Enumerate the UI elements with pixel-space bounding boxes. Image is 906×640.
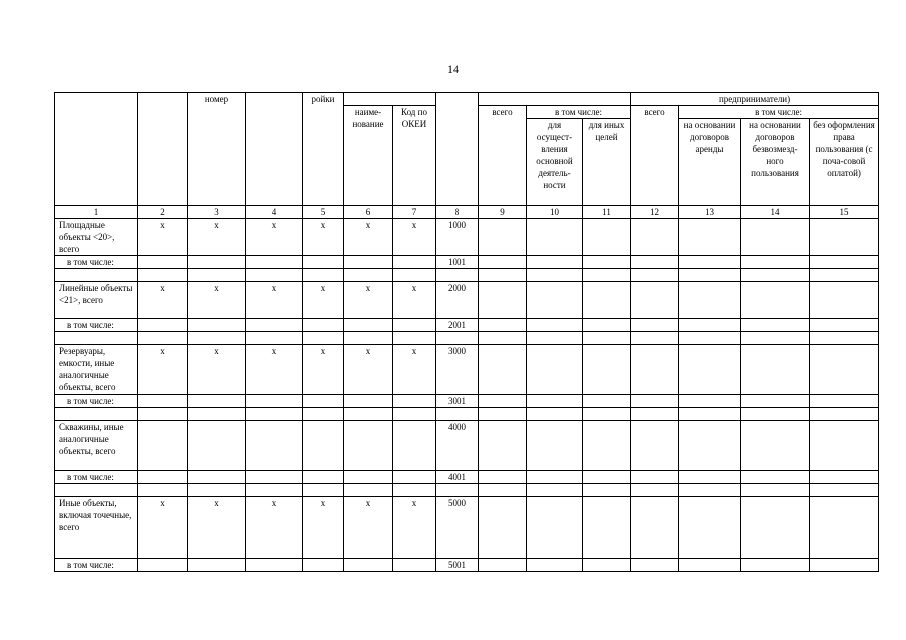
cross-mark-cell: х — [246, 219, 303, 256]
value-cell — [55, 408, 138, 421]
value-cell — [583, 332, 631, 345]
page-number: 14 — [447, 62, 459, 76]
column-number-cell: 9 — [479, 206, 527, 219]
including-label: в том числе: — [55, 319, 138, 332]
value-cell — [631, 319, 679, 332]
row-name: Линейные объекты <21>, всего — [55, 282, 138, 319]
value-cell — [583, 559, 631, 572]
value-cell — [631, 269, 679, 282]
value-cell — [810, 345, 879, 395]
value-cell — [679, 332, 741, 345]
column-number-cell: 7 — [393, 206, 436, 219]
value-cell — [679, 219, 741, 256]
cross-mark-cell: х — [344, 282, 393, 319]
table-row — [55, 256, 879, 269]
header-cell-9-11 — [479, 93, 631, 106]
header-hourly-use: без оформления права пользования (с поча-совой оплатой) — [810, 119, 879, 206]
cross-mark-cell: х — [303, 345, 344, 395]
value-cell — [344, 332, 393, 345]
value-cell — [479, 282, 527, 319]
value-cell — [679, 345, 741, 395]
value-cell — [679, 395, 741, 408]
value-cell — [138, 408, 188, 421]
cross-mark-cell — [393, 421, 436, 471]
value-cell — [527, 421, 583, 471]
value-cell — [741, 269, 810, 282]
cross-mark-cell: х — [188, 282, 246, 319]
table-row — [55, 282, 879, 319]
including-label: в том числе: — [55, 256, 138, 269]
value-cell — [527, 408, 583, 421]
column-number-cell: 4 — [246, 206, 303, 219]
cross-mark-cell: х — [393, 345, 436, 395]
value-cell — [583, 219, 631, 256]
value-cell — [741, 332, 810, 345]
value-cell — [55, 269, 138, 282]
value-cell — [246, 319, 303, 332]
value-cell — [303, 559, 344, 572]
value-cell — [138, 269, 188, 282]
value-cell — [188, 332, 246, 345]
value-cell — [527, 282, 583, 319]
row-code: 4000 — [436, 421, 479, 471]
value-cell — [679, 319, 741, 332]
column-number-row — [55, 206, 879, 219]
row-name: Площадные объекты <20>, всего — [55, 219, 138, 256]
value-cell — [631, 395, 679, 408]
value-cell — [741, 345, 810, 395]
value-cell — [303, 269, 344, 282]
value-cell — [479, 269, 527, 282]
header-total-12: всего — [631, 106, 679, 206]
header-cell-1 — [55, 93, 138, 206]
row-code: 3001 — [436, 395, 479, 408]
cross-mark-cell: х — [246, 497, 303, 559]
value-cell — [810, 497, 879, 559]
value-cell — [741, 319, 810, 332]
value-cell — [303, 395, 344, 408]
value-cell — [810, 559, 879, 572]
value-cell — [583, 408, 631, 421]
value-cell — [679, 269, 741, 282]
value-cell — [479, 497, 527, 559]
value-cell — [527, 256, 583, 269]
table-row — [55, 471, 879, 484]
cross-mark-cell: х — [344, 345, 393, 395]
value-cell — [527, 269, 583, 282]
cross-mark-cell — [344, 421, 393, 471]
value-cell — [631, 282, 679, 319]
value-cell — [631, 471, 679, 484]
table-row — [55, 395, 879, 408]
value-cell — [138, 471, 188, 484]
value-cell — [246, 269, 303, 282]
value-cell — [479, 332, 527, 345]
value-cell — [303, 256, 344, 269]
row-name: Иные объекты, включая точечные, всего — [55, 497, 138, 559]
cross-mark-cell: х — [138, 219, 188, 256]
property-form-table — [54, 92, 879, 572]
column-number-cell: 8 — [436, 206, 479, 219]
value-cell — [393, 471, 436, 484]
header-including-10-11: в том числе: — [527, 106, 631, 119]
value-cell — [436, 269, 479, 282]
value-cell — [583, 282, 631, 319]
column-number-cell: 5 — [303, 206, 344, 219]
cross-mark-cell: х — [393, 282, 436, 319]
column-number-cell: 1 — [55, 206, 138, 219]
value-cell — [583, 269, 631, 282]
value-cell — [583, 395, 631, 408]
row-code: 3000 — [436, 345, 479, 395]
value-cell — [393, 256, 436, 269]
including-label: в том числе: — [55, 471, 138, 484]
value-cell — [188, 408, 246, 421]
table-row — [55, 497, 879, 559]
cross-mark-cell: х — [303, 219, 344, 256]
value-cell — [188, 559, 246, 572]
column-number-cell: 14 — [741, 206, 810, 219]
header-other-purposes: для иных целей — [583, 119, 631, 206]
value-cell — [527, 332, 583, 345]
row-code: 1000 — [436, 219, 479, 256]
column-number-cell: 2 — [138, 206, 188, 219]
value-cell — [393, 408, 436, 421]
value-cell — [679, 256, 741, 269]
value-cell — [810, 332, 879, 345]
column-number-cell: 10 — [527, 206, 583, 219]
value-cell — [527, 471, 583, 484]
cross-mark-cell: х — [138, 282, 188, 319]
value-cell — [393, 319, 436, 332]
header-cell-6-7 — [344, 93, 436, 106]
table-row — [55, 269, 879, 282]
value-cell — [479, 345, 527, 395]
value-cell — [246, 332, 303, 345]
value-cell — [393, 269, 436, 282]
value-cell — [679, 421, 741, 471]
value-cell — [55, 484, 138, 497]
value-cell — [631, 497, 679, 559]
table-row — [55, 421, 879, 471]
value-cell — [303, 484, 344, 497]
cross-mark-cell — [188, 421, 246, 471]
value-cell — [679, 497, 741, 559]
row-code: 5000 — [436, 497, 479, 559]
value-cell — [188, 484, 246, 497]
value-cell — [741, 408, 810, 421]
value-cell — [303, 408, 344, 421]
header-cell-4 — [246, 93, 303, 206]
value-cell — [303, 471, 344, 484]
value-cell — [741, 421, 810, 471]
including-label: в том числе: — [55, 559, 138, 572]
value-cell — [810, 282, 879, 319]
value-cell — [631, 559, 679, 572]
cross-mark-cell: х — [393, 497, 436, 559]
value-cell — [246, 559, 303, 572]
header-name-column: наиме-нование — [344, 106, 393, 206]
column-number-cell: 13 — [679, 206, 741, 219]
value-cell — [810, 256, 879, 269]
value-cell — [479, 484, 527, 497]
header-okei-column: Код по ОКЕИ — [393, 106, 436, 206]
cross-mark-cell: х — [188, 345, 246, 395]
value-cell — [393, 395, 436, 408]
header-free-use: на основании договоров безвозмезд-ного пользования — [741, 119, 810, 206]
value-cell — [810, 219, 879, 256]
cross-mark-cell: х — [138, 345, 188, 395]
value-cell — [344, 269, 393, 282]
row-code: 1001 — [436, 256, 479, 269]
cross-mark-cell: х — [188, 219, 246, 256]
value-cell — [741, 395, 810, 408]
value-cell — [344, 559, 393, 572]
value-cell — [679, 559, 741, 572]
table-row — [55, 332, 879, 345]
cross-mark-cell: х — [303, 497, 344, 559]
cross-mark-cell: х — [303, 282, 344, 319]
value-cell — [479, 319, 527, 332]
value-cell — [246, 484, 303, 497]
cross-mark-cell: х — [344, 219, 393, 256]
value-cell — [810, 395, 879, 408]
value-cell — [583, 497, 631, 559]
value-cell — [479, 219, 527, 256]
value-cell — [188, 471, 246, 484]
value-cell — [344, 395, 393, 408]
row-code: 2000 — [436, 282, 479, 319]
value-cell — [527, 345, 583, 395]
header-cell-8 — [436, 93, 479, 206]
value-cell — [810, 471, 879, 484]
value-cell — [631, 408, 679, 421]
column-number-cell: 12 — [631, 206, 679, 219]
cross-mark-cell: х — [188, 497, 246, 559]
value-cell — [810, 269, 879, 282]
cross-mark-cell: х — [393, 219, 436, 256]
value-cell — [631, 332, 679, 345]
column-number-cell: 11 — [583, 206, 631, 219]
value-cell — [246, 256, 303, 269]
value-cell — [188, 256, 246, 269]
value-cell — [138, 395, 188, 408]
table-row — [55, 559, 879, 572]
table-row — [55, 219, 879, 256]
value-cell — [631, 256, 679, 269]
header-row-top — [55, 93, 879, 106]
value-cell — [679, 484, 741, 497]
value-cell — [527, 497, 583, 559]
value-cell — [741, 484, 810, 497]
value-cell — [810, 484, 879, 497]
value-cell — [679, 471, 741, 484]
value-cell — [246, 395, 303, 408]
value-cell — [55, 332, 138, 345]
value-cell — [527, 395, 583, 408]
including-label: в том числе: — [55, 395, 138, 408]
value-cell — [527, 559, 583, 572]
header-cell-3: номер — [188, 93, 246, 206]
value-cell — [393, 332, 436, 345]
value-cell — [479, 559, 527, 572]
column-number-cell: 15 — [810, 206, 879, 219]
value-cell — [436, 484, 479, 497]
value-cell — [246, 408, 303, 421]
value-cell — [527, 484, 583, 497]
value-cell — [344, 484, 393, 497]
value-cell — [344, 408, 393, 421]
value-cell — [436, 408, 479, 421]
row-code: 2001 — [436, 319, 479, 332]
value-cell — [138, 484, 188, 497]
row-code: 5001 — [436, 559, 479, 572]
table-row — [55, 319, 879, 332]
value-cell — [479, 256, 527, 269]
value-cell — [741, 256, 810, 269]
cross-mark-cell — [138, 421, 188, 471]
value-cell — [479, 421, 527, 471]
column-number-cell: 3 — [188, 206, 246, 219]
cross-mark-cell — [303, 421, 344, 471]
header-including-13-15: в том числе: — [679, 106, 879, 119]
value-cell — [741, 471, 810, 484]
value-cell — [583, 421, 631, 471]
row-name: Скважины, иные аналогичные объекты, всего — [55, 421, 138, 471]
value-cell — [679, 282, 741, 319]
value-cell — [679, 408, 741, 421]
table-row — [55, 408, 879, 421]
value-cell — [631, 484, 679, 497]
value-cell — [583, 256, 631, 269]
value-cell — [138, 332, 188, 345]
header-total-9: всего — [479, 106, 527, 206]
cross-mark-cell: х — [344, 497, 393, 559]
value-cell — [344, 319, 393, 332]
value-cell — [138, 559, 188, 572]
value-cell — [631, 345, 679, 395]
value-cell — [810, 421, 879, 471]
value-cell — [188, 319, 246, 332]
value-cell — [741, 559, 810, 572]
value-cell — [810, 319, 879, 332]
header-cell-5: ройки — [303, 93, 344, 206]
value-cell — [303, 319, 344, 332]
value-cell — [188, 395, 246, 408]
table-row — [55, 345, 879, 395]
value-cell — [741, 497, 810, 559]
value-cell — [583, 319, 631, 332]
value-cell — [246, 471, 303, 484]
value-cell — [344, 471, 393, 484]
row-name: Резервуары, емкости, иные аналогичные объекты, всего — [55, 345, 138, 395]
value-cell — [479, 471, 527, 484]
value-cell — [527, 219, 583, 256]
header-cell-12-15: предприниматели) — [631, 93, 879, 106]
value-cell — [393, 559, 436, 572]
value-cell — [393, 484, 436, 497]
value-cell — [583, 345, 631, 395]
value-cell — [188, 269, 246, 282]
value-cell — [527, 319, 583, 332]
value-cell — [138, 256, 188, 269]
value-cell — [436, 332, 479, 345]
value-cell — [583, 471, 631, 484]
header-lease: на основании договоров аренды — [679, 119, 741, 206]
table-row — [55, 484, 879, 497]
cross-mark-cell: х — [246, 345, 303, 395]
header-cell-2 — [138, 93, 188, 206]
column-number-cell: 6 — [344, 206, 393, 219]
value-cell — [479, 408, 527, 421]
value-cell — [631, 219, 679, 256]
header-main-activity: для осущест-вления основной деятель-ности — [527, 119, 583, 206]
value-cell — [741, 282, 810, 319]
value-cell — [631, 421, 679, 471]
cross-mark-cell — [246, 421, 303, 471]
row-code: 4001 — [436, 471, 479, 484]
cross-mark-cell: х — [246, 282, 303, 319]
value-cell — [810, 408, 879, 421]
value-cell — [138, 319, 188, 332]
value-cell — [741, 219, 810, 256]
value-cell — [583, 484, 631, 497]
cross-mark-cell: х — [138, 497, 188, 559]
value-cell — [303, 332, 344, 345]
value-cell — [344, 256, 393, 269]
value-cell — [479, 395, 527, 408]
